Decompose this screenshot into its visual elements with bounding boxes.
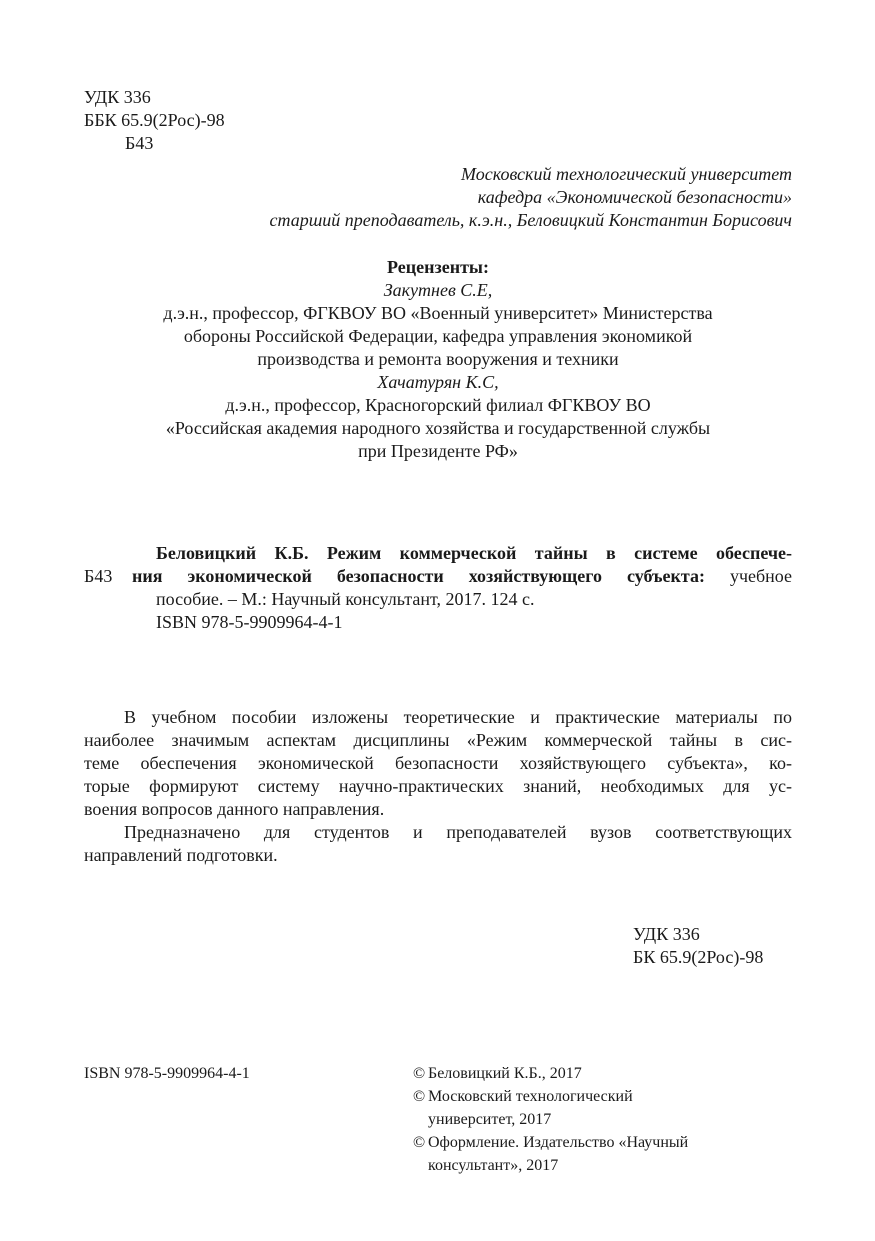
reviewer-1-name: Закутнев С.Е, xyxy=(383,280,493,300)
copyright-item xyxy=(413,1062,688,1085)
udk-code: УДК 336 xyxy=(84,87,151,107)
annotation-line: В учебном пособии изложены теоретические и практические материалы по xyxy=(124,707,792,727)
annotation xyxy=(84,706,792,867)
bibliographic-title-bold: ния экономической безопасности хозяйствующего субъекта: xyxy=(132,566,705,586)
copyright-text: Оформление. Издательство «Научный xyxy=(428,1134,689,1151)
bibliographic-entry xyxy=(84,542,792,634)
footer-isbn-block xyxy=(84,1062,250,1085)
bbk-code: ББК 65.9(2Рос)-98 xyxy=(84,110,225,130)
footer-isbn: ISBN 978-5-9909964-4-1 xyxy=(84,1065,250,1082)
copyright-item xyxy=(413,1131,688,1177)
reviewer-2-line: «Российская академия народного хозяйства и государственной службы xyxy=(165,418,711,438)
copyright-block xyxy=(413,1062,688,1177)
author-info xyxy=(270,163,793,232)
reviewer-2-line: при Президенте РФ» xyxy=(358,441,518,461)
copyright-text: Беловицкий К.Б., 2017 xyxy=(428,1065,582,1082)
annotation-line: воения вопросов данного направления. xyxy=(84,799,385,819)
copyright-symbol: © xyxy=(413,1088,426,1105)
annotation-line: Предназначено для студентов и преподавателей вузов соответствующих xyxy=(124,822,792,842)
copyright-item xyxy=(413,1085,688,1131)
author-mark: Б43 xyxy=(125,133,154,153)
author-university: Московский технологический университет xyxy=(461,164,792,184)
annotation-line: торые формируют систему научно-практических знаний, необходимых для ус- xyxy=(84,776,792,796)
bibliographic-title-line: Беловицкий К.Б. Режим коммерческой тайны в системе обеспече- xyxy=(156,543,792,563)
reviewer-2-line: д.э.н., профессор, Красногорский филиал ФГКВОУ ВО xyxy=(225,395,651,415)
classification-block xyxy=(84,86,225,155)
reviewers-heading: Рецензенты: xyxy=(387,257,489,277)
bottom-bbk: БК 65.9(2Рос)-98 xyxy=(633,947,764,967)
bibliographic-publication: пособие. – М.: Научный консультант, 2017. 124 с. xyxy=(156,589,535,609)
bibliographic-type: учебное xyxy=(704,566,792,586)
reviewer-1-line: обороны Российской Федерации, кафедра управления экономикой xyxy=(183,326,693,346)
copyright-text: консультант», 2017 xyxy=(428,1157,559,1174)
bibliographic-isbn: ISBN 978-5-9909964-4-1 xyxy=(156,612,343,632)
reviewer-2-name: Хачатурян К.С, xyxy=(377,372,499,392)
reviewer-1-line: д.э.н., профессор, ФГКВОУ ВО «Военный университет» Министерства xyxy=(163,303,713,323)
reviewer-1-line: производства и ремонта вооружения и техники xyxy=(257,349,619,369)
annotation-line: направлений подготовки. xyxy=(84,845,278,865)
copyright-text: университет, 2017 xyxy=(428,1111,552,1128)
bottom-classification xyxy=(633,923,763,969)
reviewers-block xyxy=(84,256,792,463)
annotation-line: наиболее значимым аспектам дисциплины «Режим коммерческой тайны в сис- xyxy=(84,730,792,750)
bibliographic-mark: Б43 xyxy=(84,566,113,586)
bottom-udk: УДК 336 xyxy=(633,924,700,944)
copyright-text: Московский технологический xyxy=(428,1088,633,1105)
copyright-symbol: © xyxy=(413,1065,426,1082)
author-position: старший преподаватель, к.э.н., Беловицкий Константин Борисович xyxy=(269,210,792,230)
bibliographic-title-line-2 xyxy=(132,565,792,588)
author-department: кафедра «Экономической безопасности» xyxy=(477,187,792,207)
annotation-line: теме обеспечения экономической безопасности хозяйствующего субъекта», ко- xyxy=(84,753,792,773)
copyright-symbol: © xyxy=(413,1134,426,1151)
